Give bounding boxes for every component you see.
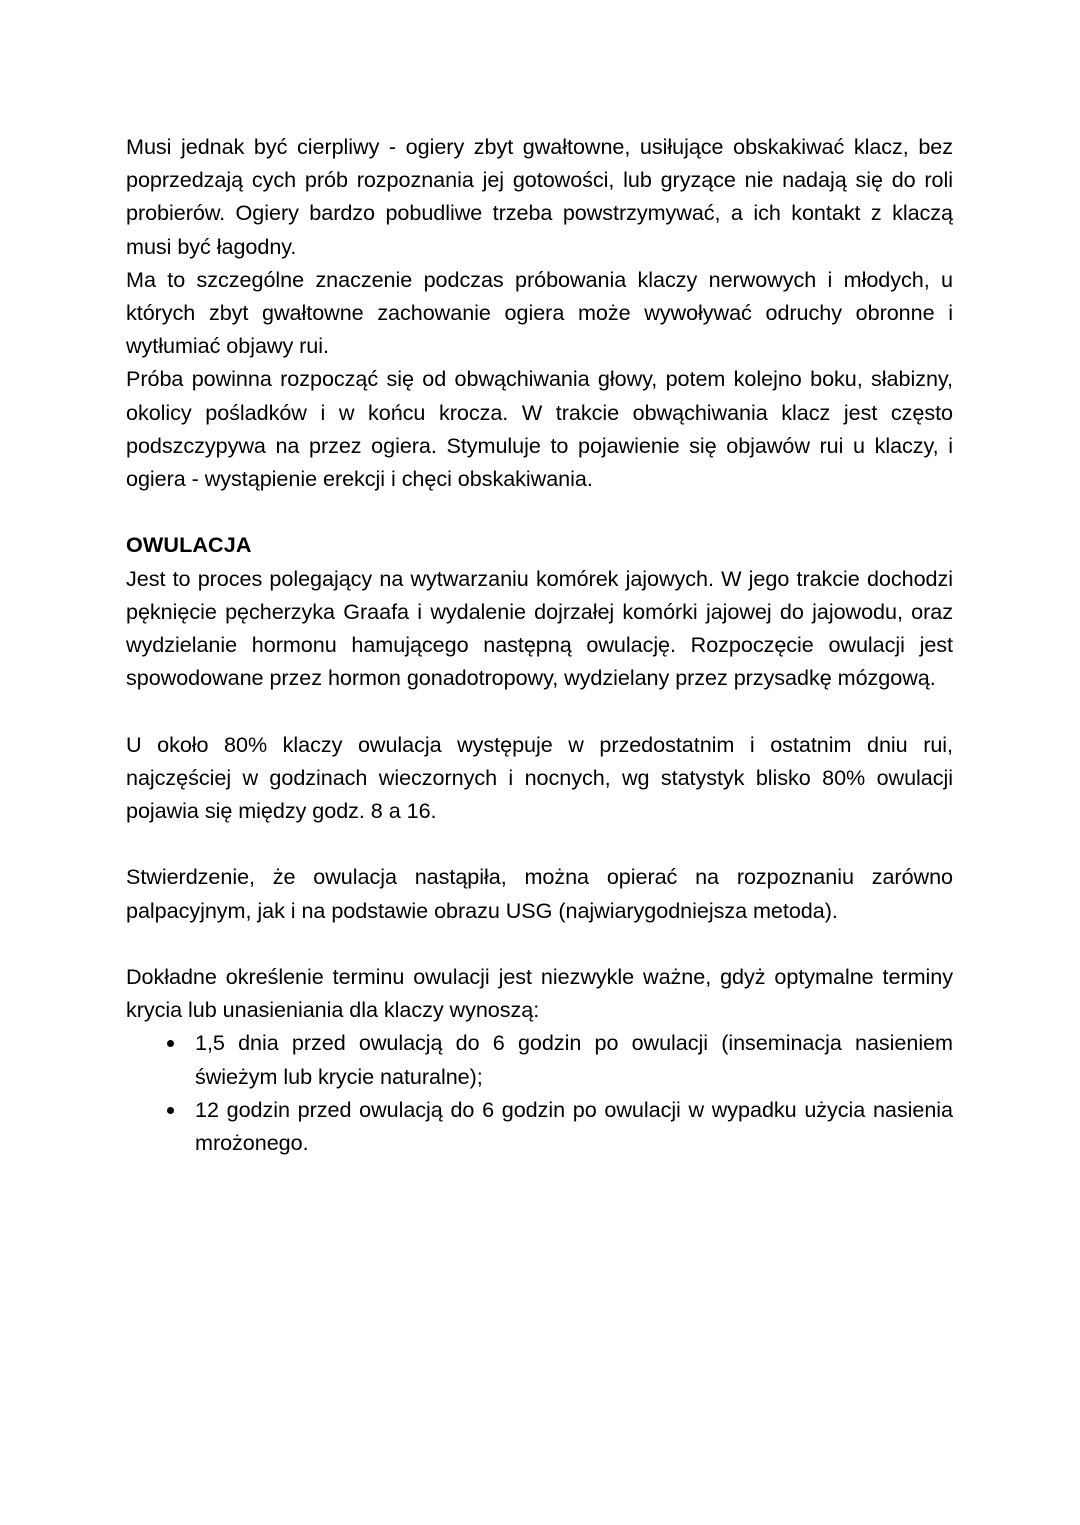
- bullet-disc-icon: [167, 1107, 174, 1114]
- list-item-text: 12 godzin przed owulacją do 6 godzin po owulacji w wypadku użycia nasienia mrożonego.: [195, 1096, 953, 1156]
- section-heading: OWULACJA: [126, 532, 252, 558]
- paragraph: Stwierdzenie, że owulacja nastąpiła, można opierać na rozpoznaniu zarówno palpacyjnym, jak i na podstawie obrazu USG (najwiarygodniejsza metoda).: [126, 864, 953, 923]
- paragraph: Próba powinna rozpocząć się od obwąchiwania głowy, potem kolejno boku, słabizny, okolicy pośladków i w końcu krocza. W trakcie obwąchiwania klacz jest często podszczypywa na przez ogiera. Stymuluje to pojawienie się objawów rui u klaczy, i ogiera - wystąpienie erekcji i chęci obskakiwania.: [126, 366, 953, 492]
- paragraph: U około 80% klaczy owulacja występuje w przedostatnim i ostatnim dniu rui, najczęściej w godzinach wieczornych i nocnych, wg statystyk blisko 80% owulacji pojawia się między godz. 8 a 16.: [126, 731, 953, 824]
- paragraph: Ma to szczególne znaczenie podczas próbowania klaczy nerwowych i młodych, u których zbyt gwałtowne zachowanie ogiera może wywoływać odruchy obronne i wytłumiać objawy rui.: [126, 266, 953, 359]
- list-item-text: 1,5 dnia przed owulacją do 6 godzin po owulacji (inseminacja nasieniem świeżym lub krycie naturalne);: [195, 1030, 953, 1089]
- bullet-disc-icon: [167, 1040, 174, 1047]
- list-item: [126, 1093, 953, 1159]
- paragraph: Musi jednak być cierpliwy - ogiery zbyt gwałtowne, usiłujące obskakiwać klacz, bez poprzedzają cych prób rozpoznania jej gotowości, lub gryzące nie nadają się do roli probierów. Ogiery bardzo pobudliwe trzeba powstrzymywać, a ich kontakt z klaczą musi być łagodny.: [126, 134, 953, 259]
- list-item: [126, 1026, 953, 1092]
- paragraph: Jest to proces polegający na wytwarzaniu komórek jajowych. W jego trakcie dochodzi pęknięcie pęcherzyka Graafa i wydalenie dojrzałej komórki jajowej do jajowodu, oraz wydzielanie hormonu hamującego następną owulację. Rozpoczęcie owulacji jest spowodowane przez hormon gonadotropowy, wydzielany przez przysadkę mózgową.: [126, 565, 953, 691]
- paragraph: Dokładne określenie terminu owulacji jest niezwykle ważne, gdyż optymalne terminy krycia lub unasieniania dla klaczy wynoszą:: [126, 964, 953, 1023]
- bullet-list: [126, 1026, 953, 1159]
- document-text-body: [126, 130, 953, 1159]
